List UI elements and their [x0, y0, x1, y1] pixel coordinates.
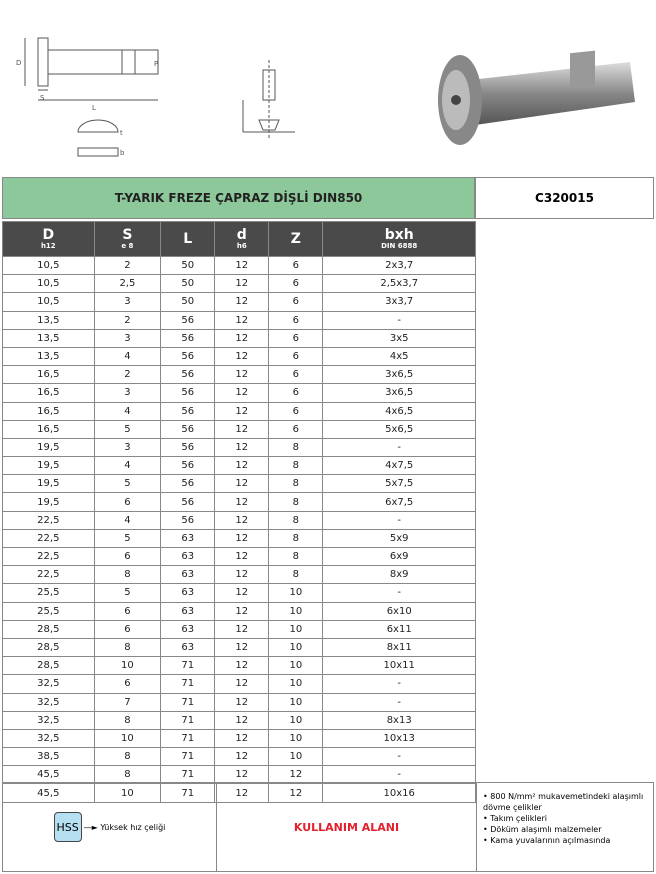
table-cell: 12	[269, 766, 323, 784]
table-cell: 4	[94, 402, 161, 420]
table-cell: 6	[94, 602, 161, 620]
usage-list	[477, 783, 653, 871]
table-cell: 10	[269, 693, 323, 711]
table-cell: 71	[161, 711, 215, 729]
table-row	[3, 493, 476, 511]
table-cell: 4	[94, 347, 161, 365]
table-cell: 56	[161, 511, 215, 529]
table-cell: 6	[94, 675, 161, 693]
table-row	[3, 693, 476, 711]
table-cell: 8	[269, 457, 323, 475]
table-row	[3, 511, 476, 529]
table-cell: 10	[269, 748, 323, 766]
table-cell: 12	[215, 657, 269, 675]
table-cell: 50	[161, 257, 215, 275]
table-cell: 8	[269, 475, 323, 493]
table-cell: 3	[94, 329, 161, 347]
table-cell: 6	[269, 275, 323, 293]
table-cell: 10	[269, 729, 323, 747]
table-row	[3, 529, 476, 547]
table-cell: 6	[269, 347, 323, 365]
table-cell: 8x13	[323, 711, 476, 729]
table-cell: 19,5	[3, 493, 95, 511]
table-cell: 71	[161, 693, 215, 711]
table-cell: 63	[161, 638, 215, 656]
table-cell: 5	[94, 584, 161, 602]
table-cell: 12	[215, 529, 269, 547]
column-header: L	[161, 222, 215, 257]
table-cell: 8	[269, 493, 323, 511]
table-cell: 22,5	[3, 566, 95, 584]
column-header: bxh DIN 6888	[323, 222, 476, 257]
table-cell: 16,5	[3, 384, 95, 402]
usage-item: • 800 N/mm² mukavemetindeki alaşımlı dövme çelikler	[483, 792, 644, 812]
table-cell: 5x9	[323, 529, 476, 547]
table-cell: 8	[94, 748, 161, 766]
table-cell: 12	[215, 748, 269, 766]
table-cell: 5	[94, 529, 161, 547]
table-cell: 16,5	[3, 366, 95, 384]
usage-item: • Kama yuvalarının açılmasında	[483, 836, 611, 845]
table-cell: 45,5	[3, 766, 95, 784]
table-cell: 8	[94, 638, 161, 656]
label-L: L	[92, 104, 96, 112]
table-cell: 8	[269, 548, 323, 566]
arrow-icon: —►	[83, 822, 101, 832]
table-cell: 6	[94, 493, 161, 511]
hss-badge: HSS	[54, 812, 82, 842]
table-cell: 2,5	[94, 275, 161, 293]
column-header: Z	[269, 222, 323, 257]
table-cell: 2	[94, 311, 161, 329]
table-cell: 6	[269, 293, 323, 311]
table-cell: 4x6,5	[323, 402, 476, 420]
table-cell: 3	[94, 384, 161, 402]
table-cell: 12	[215, 602, 269, 620]
table-cell: 25,5	[3, 602, 95, 620]
table-cell: 56	[161, 366, 215, 384]
table-cell: 32,5	[3, 675, 95, 693]
material-desc: Yüksek hız çeliği	[100, 822, 166, 832]
table-cell: 10x16	[323, 784, 476, 802]
table-cell: 10x11	[323, 657, 476, 675]
table-cell: 2	[94, 366, 161, 384]
table-cell: -	[323, 766, 476, 784]
table-cell: 50	[161, 293, 215, 311]
label-b: b	[120, 149, 125, 157]
table-row	[3, 402, 476, 420]
table-row	[3, 475, 476, 493]
table-cell: 12	[215, 475, 269, 493]
table-cell: -	[323, 584, 476, 602]
table-row	[3, 548, 476, 566]
table-cell: 10	[269, 657, 323, 675]
table-cell: 56	[161, 457, 215, 475]
table-cell: 32,5	[3, 729, 95, 747]
table-row	[3, 566, 476, 584]
table-cell: 6x10	[323, 602, 476, 620]
table-cell: 2x3,7	[323, 257, 476, 275]
table-cell: 71	[161, 675, 215, 693]
table-cell: -	[323, 693, 476, 711]
table-cell: 10,5	[3, 293, 95, 311]
table-cell: 12	[215, 548, 269, 566]
table-cell: 56	[161, 384, 215, 402]
table-cell: 12	[215, 566, 269, 584]
table-cell: 45,5	[3, 784, 95, 802]
table-cell: 3x6,5	[323, 384, 476, 402]
table-cell: 12	[215, 420, 269, 438]
table-cell: 12	[215, 293, 269, 311]
table-cell: -	[323, 511, 476, 529]
table-cell: 63	[161, 602, 215, 620]
table-cell: 8	[94, 566, 161, 584]
table-cell: 63	[161, 620, 215, 638]
table-row	[3, 657, 476, 675]
table-cell: 5	[94, 420, 161, 438]
table-cell: 10	[94, 657, 161, 675]
column-header: D h12	[3, 222, 95, 257]
table-cell: 12	[215, 675, 269, 693]
product-title: T-YARIK FREZE ÇAPRAZ DİŞLİ DIN850	[2, 177, 475, 219]
table-cell: 10	[269, 638, 323, 656]
table-cell: 6	[94, 548, 161, 566]
table-cell: -	[323, 748, 476, 766]
table-cell: 12	[215, 729, 269, 747]
table-cell: 10x13	[323, 729, 476, 747]
table-cell: 56	[161, 311, 215, 329]
table-cell: 12	[215, 766, 269, 784]
table-row	[3, 311, 476, 329]
table-cell: 32,5	[3, 711, 95, 729]
table-cell: 12	[215, 347, 269, 365]
table-cell: 8	[94, 711, 161, 729]
table-cell: 22,5	[3, 529, 95, 547]
table-cell: 28,5	[3, 657, 95, 675]
table-cell: 4	[94, 511, 161, 529]
table-cell: 10	[94, 729, 161, 747]
table-cell: 25,5	[3, 584, 95, 602]
table-cell: 71	[161, 657, 215, 675]
table-cell: 16,5	[3, 420, 95, 438]
table-cell: -	[323, 675, 476, 693]
table-cell: 10,5	[3, 257, 95, 275]
usage-title: KULLANIM ALANI	[217, 783, 477, 871]
table-cell: 10	[269, 711, 323, 729]
table-cell: 10	[269, 675, 323, 693]
product-image	[430, 40, 640, 155]
table-cell: 8x9	[323, 566, 476, 584]
table-cell: 50	[161, 275, 215, 293]
table-cell: 8	[269, 511, 323, 529]
table-cell: 8	[94, 766, 161, 784]
table-cell: 12	[215, 329, 269, 347]
table-row	[3, 675, 476, 693]
table-cell: 13,5	[3, 329, 95, 347]
table-cell: 12	[215, 693, 269, 711]
table-cell: 56	[161, 347, 215, 365]
table-cell: 12	[215, 584, 269, 602]
table-cell: 12	[215, 784, 269, 802]
table-row	[3, 347, 476, 365]
table-cell: 8x11	[323, 638, 476, 656]
table-cell: 5x7,5	[323, 475, 476, 493]
table-cell: 6	[269, 311, 323, 329]
table-cell: 3	[94, 293, 161, 311]
table-cell: 63	[161, 548, 215, 566]
table-cell: 12	[215, 638, 269, 656]
table-cell: 12	[215, 438, 269, 456]
table-cell: 4x7,5	[323, 457, 476, 475]
table-cell: 12	[215, 366, 269, 384]
table-cell: 13,5	[3, 311, 95, 329]
usage-drawing	[235, 60, 305, 140]
material-info	[3, 783, 217, 871]
table-cell: -	[323, 438, 476, 456]
table-cell: 10	[269, 602, 323, 620]
table-row	[3, 293, 476, 311]
table-cell: 12	[215, 711, 269, 729]
table-cell: 8	[269, 529, 323, 547]
table-cell: 12	[269, 784, 323, 802]
table-cell: 12	[215, 257, 269, 275]
table-cell: 12	[215, 620, 269, 638]
table-cell: 22,5	[3, 511, 95, 529]
table-cell: 19,5	[3, 438, 95, 456]
table-cell: 6	[269, 329, 323, 347]
table-cell: 19,5	[3, 457, 95, 475]
technical-drawing	[10, 30, 170, 165]
table-cell: 3x5	[323, 329, 476, 347]
table-cell: 6	[269, 384, 323, 402]
table-cell: 8	[269, 566, 323, 584]
table-row	[3, 638, 476, 656]
table-cell: -	[323, 311, 476, 329]
table-cell: 4	[94, 457, 161, 475]
table-cell: 71	[161, 784, 215, 802]
table-cell: 12	[215, 511, 269, 529]
table-cell: 22,5	[3, 548, 95, 566]
table-cell: 56	[161, 475, 215, 493]
table-row	[3, 384, 476, 402]
table-cell: 71	[161, 748, 215, 766]
spec-table	[2, 221, 476, 803]
table-cell: 56	[161, 329, 215, 347]
table-cell: 12	[215, 402, 269, 420]
table-cell: 28,5	[3, 620, 95, 638]
product-code: C320015	[475, 177, 654, 219]
label-S: S	[40, 94, 45, 102]
table-row	[3, 602, 476, 620]
table-cell: 13,5	[3, 347, 95, 365]
table-cell: 3	[94, 438, 161, 456]
table-cell: 71	[161, 766, 215, 784]
table-row	[3, 584, 476, 602]
table-cell: 6x11	[323, 620, 476, 638]
table-cell: 32,5	[3, 693, 95, 711]
column-header: d h6	[215, 222, 269, 257]
table-cell: 6	[94, 620, 161, 638]
table-cell: 16,5	[3, 402, 95, 420]
table-row	[3, 457, 476, 475]
table-cell: 71	[161, 729, 215, 747]
table-row	[3, 711, 476, 729]
table-cell: 6x9	[323, 548, 476, 566]
table-cell: 6	[269, 420, 323, 438]
table-row	[3, 620, 476, 638]
table-cell: 5	[94, 475, 161, 493]
table-cell: 6	[269, 257, 323, 275]
footer	[2, 782, 654, 872]
table-row	[3, 748, 476, 766]
table-cell: 6	[269, 366, 323, 384]
table-cell: 12	[215, 311, 269, 329]
table-cell: 56	[161, 493, 215, 511]
table-row	[3, 420, 476, 438]
table-row	[3, 257, 476, 275]
table-cell: 12	[215, 275, 269, 293]
table-cell: 6x7,5	[323, 493, 476, 511]
label-t: t	[120, 129, 123, 137]
label-P: P	[154, 60, 159, 68]
label-D: D	[16, 59, 22, 67]
table-cell: 2	[94, 257, 161, 275]
column-header: S e 8	[94, 222, 161, 257]
usage-item: • Takım çelikleri	[483, 814, 547, 823]
table-cell: 12	[215, 493, 269, 511]
table-cell: 7	[94, 693, 161, 711]
table-cell: 38,5	[3, 748, 95, 766]
table-cell: 56	[161, 402, 215, 420]
table-cell: 3x3,7	[323, 293, 476, 311]
table-cell: 12	[215, 457, 269, 475]
usage-item: • Döküm alaşımlı malzemeler	[483, 825, 602, 834]
table-cell: 10	[269, 584, 323, 602]
table-cell: 8	[269, 438, 323, 456]
table-cell: 63	[161, 584, 215, 602]
table-row	[3, 366, 476, 384]
table-cell: 4x5	[323, 347, 476, 365]
table-cell: 19,5	[3, 475, 95, 493]
table-cell: 5x6,5	[323, 420, 476, 438]
table-cell: 28,5	[3, 638, 95, 656]
table-cell: 6	[269, 402, 323, 420]
table-cell: 3x6,5	[323, 366, 476, 384]
table-cell: 10	[269, 620, 323, 638]
table-cell: 63	[161, 529, 215, 547]
table-cell: 10	[94, 784, 161, 802]
table-cell: 2,5x3,7	[323, 275, 476, 293]
table-row	[3, 275, 476, 293]
table-row	[3, 329, 476, 347]
table-cell: 12	[215, 384, 269, 402]
table-cell: 56	[161, 420, 215, 438]
table-cell: 56	[161, 438, 215, 456]
table-cell: 10,5	[3, 275, 95, 293]
table-cell: 63	[161, 566, 215, 584]
table-row	[3, 729, 476, 747]
table-row	[3, 438, 476, 456]
